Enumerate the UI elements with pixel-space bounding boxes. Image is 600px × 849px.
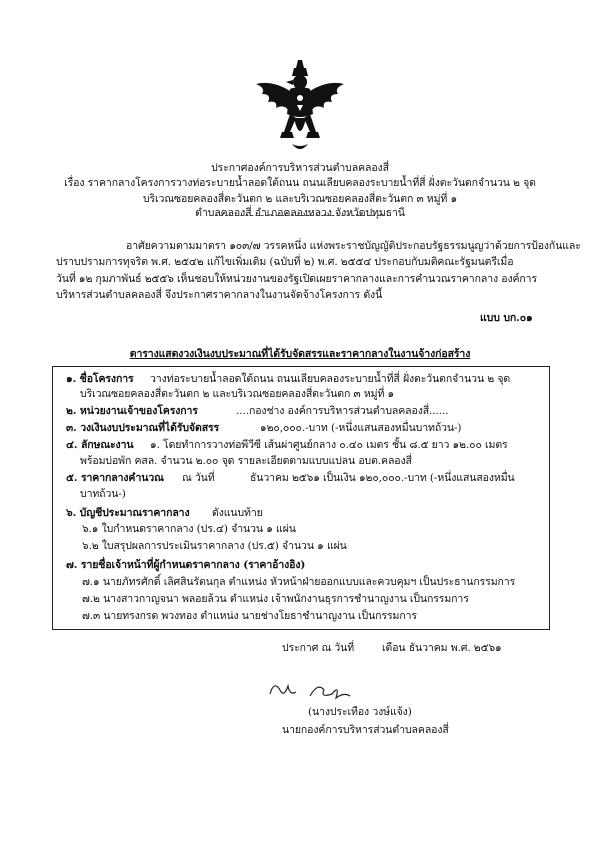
item-5-date-label: ณ วันที่ [182, 472, 215, 484]
form-code: แบบ บก.๐๑ [480, 312, 533, 324]
announce-date-rest: เดือน ธันวาคม พ.ศ. ๒๕๖๑ [382, 642, 502, 654]
item-5-text: ธันวาคม ๒๕๖๑ เป็นเงิน ๑๒๐,๐๐๐.-บาท (-หนึ่งแสนสองหมื่น [250, 472, 515, 484]
announce-date-prefix: ประกาศ ณ วันที่ [282, 642, 355, 654]
item-2-label: ๒. หน่วยงานเจ้าของโครงการ [66, 405, 198, 417]
org-announcement-title: ประกาศองค์การบริหารส่วนตำบลคลองสี่ [211, 162, 389, 174]
subject-line-2: บริเวณซอยคลองสี่ตะวันตก ๒ และบริเวณซอยคลองสี่ตะวันตก ๓ หมู่ที่ ๑ [142, 193, 458, 205]
subject-line-3: ตำบลคลองสี่ อำเภอคลองหลวง จังหวัดปทุมธานี [195, 207, 405, 219]
item-7-label: ๗. รายชื่อเจ้าหน้าที่ผู้กำหนดราคากลาง (ราคาอ้างอิง) [66, 559, 306, 571]
body-paragraph-line-2: ปราบปรามการทุจริต พ.ศ. ๒๕๔๒ แก้ไขเพิ่มเติม (ฉบับที่ ๒) พ.ศ. ๒๕๕๔ ประกอบกับมติคณะรัฐมนตรีเมื่อ [56, 256, 514, 268]
signature-icon [262, 676, 358, 704]
item-4-text-2: พร้อมบ่อพัก คสล. จำนวน ๒.๐๐ จุด รายละเอียดตามแบบแปลน อบต.คลองสี่ [80, 455, 412, 467]
item-6-text: ดังแนบท้าย [212, 507, 263, 519]
item-3-label: ๓. วงเงินงบประมาณที่ได้รับจัดสรร [66, 422, 220, 434]
item-4-label: ๔. ลักษณะงาน [66, 439, 134, 451]
separator-line [215, 215, 385, 216]
signer-title: นายกองค์การบริหารส่วนตำบลคลองสี่ [282, 724, 449, 736]
signer-name: (นางประเทือง วงษ์แจ้ง) [308, 706, 412, 718]
item-6-1: ๖.๑ ใบกำหนดราคากลาง (ปร.๔) จำนวน ๑ แผ่น [82, 523, 296, 535]
item-5-text-2: บาทถ้วน-) [80, 488, 126, 500]
item-7-1: ๗.๑ นายภัทรศักดิ์ เลิศสินรัตนกุล ตำแหน่ง หัวหน้าฝ่ายออกแบบและควบคุมฯ เป็นประธานกรรมการ [82, 576, 516, 588]
body-paragraph-line-1: อาศัยความตามมาตรา ๑๐๓/๗ วรรคหนึ่ง แห่งพระราชบัญญัติประกอบรัฐธรรมนูญว่าด้วยการป้องกันและ [126, 240, 581, 252]
table-title: ตารางแสดงวงเงินงบประมาณที่ได้รับจัดสรรและราคากลางในงานจ้างก่อสร้าง [129, 348, 471, 360]
item-7-3: ๗.๓ นายทรงกรด พวงทอง ตำแหน่ง นายช่างโยธาชำนาญงาน เป็นกรรมการ [82, 610, 417, 622]
garuda-emblem-icon [252, 58, 348, 156]
item-6-label: ๖. บัญชีประมาณราคากลาง [66, 507, 190, 519]
body-paragraph-line-4: บริหารส่วนตำบลคลองสี่ จึงประกาศราคากลางในงานจัดจ้างโครงการ ดังนี้ [56, 289, 383, 301]
item-6-2: ๖.๒ ใบสรุปผลการประเมินราคากลาง (ปร.๕) จำนวน ๑ แผ่น [82, 540, 347, 552]
subject-line-1: เรื่อง ราคากลางโครงการวางท่อระบายน้ำลอดใต้ถนน ถนนเลียบคลองระบายน้ำที่สี่ ฝั่งตะวันตกจำนวน ๒ จุด [64, 177, 536, 189]
item-3-text: ๑๒๐,๐๐๐.-บาท (-หนึ่งแสนสองหมื่นบาทถ้วน-) [260, 422, 462, 434]
item-4-text: ๑. โดยทำการวางท่อพีวีซี เส้นผ่าศูนย์กลาง ๐.๔๐ เมตร ชั้น ๘.๕ ยาว ๑๒.๐๐ เมตร [150, 439, 508, 451]
item-7-2: ๗.๒ นางสาวกาญจนา พลอยล้วน ตำแหน่ง เจ้าพนักงานธุรการชำนาญงาน เป็นกรรมการ [82, 593, 469, 605]
item-2-text: ....กองช่าง องค์การบริหารส่วนตำบลคลองสี่...... [236, 405, 449, 417]
item-1-text-2: บริเวณซอยคลองสี่ตะวันตก ๒ และบริเวณซอยคลองสี่ตะวันตก ๓ หมู่ที่ ๑ [80, 388, 395, 400]
item-1-text: วางท่อระบายน้ำลอดใต้ถนน ถนนเลียบคลองระบายน้ำที่สี่ ฝั่งตะวันตกจำนวน ๒ จุด [150, 373, 511, 385]
body-paragraph-line-3: วันที่ ๑๒ กุมภาพันธ์ ๒๕๕๖ เห็นชอบให้หน่วยงานของรัฐเปิดเผยราคากลางและการคำนวณราคากลาง องค์การ [56, 273, 538, 285]
item-1-label: ๑. ชื่อโครงการ [66, 373, 134, 385]
item-5-label: ๕. ราคากลางคำนวณ [66, 472, 164, 484]
